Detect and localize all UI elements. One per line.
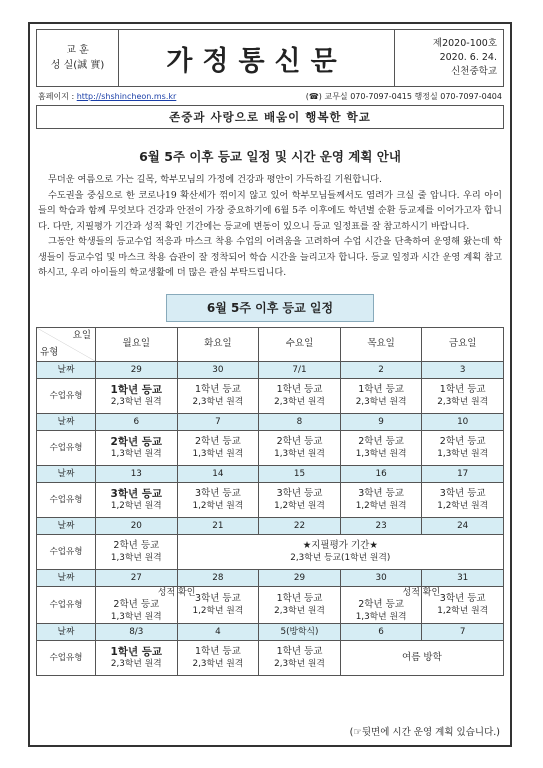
- cell-primary: 2학년 등교: [276, 435, 323, 447]
- schedule-cell: [422, 378, 504, 413]
- date-label: 날짜: [37, 465, 96, 482]
- date-cell: 9: [340, 413, 422, 430]
- date-cell: 8/3: [96, 623, 178, 640]
- cell-secondary: 2,3학년 원격: [110, 658, 162, 669]
- issue-info: [395, 30, 503, 86]
- motto-text: 성 실(誠 實): [50, 60, 105, 71]
- date-cell: 6: [340, 623, 422, 640]
- cell-secondary: 2,3학년 원격: [110, 396, 162, 407]
- schedule-cell: [96, 586, 196, 623]
- date-cell: 7: [422, 623, 504, 640]
- cell-primary: 2학년 등교: [195, 435, 241, 447]
- date-cell: 24: [422, 517, 504, 534]
- schedule-cell: [177, 482, 259, 517]
- cell-primary: 1학년 등교: [195, 645, 241, 657]
- cell-primary: 3학년 등교: [358, 487, 404, 499]
- date-cell: 17: [422, 465, 504, 482]
- schedule-cell: [96, 482, 178, 517]
- cell-secondary: 1,3학년 원격: [110, 611, 162, 622]
- cell-primary: 1학년 등교: [110, 645, 163, 658]
- cell-secondary: 1,3학년 원격: [355, 448, 407, 459]
- weekday-header: 금요일: [422, 327, 504, 361]
- schedule-title: 6월 5주 이후 등교 일정: [166, 294, 374, 322]
- cell-secondary: 2,3학년 원격: [192, 396, 244, 407]
- schedule-cell: [96, 534, 178, 569]
- date-cell: 29: [96, 361, 178, 378]
- cell-secondary: 1,3학년 원격: [274, 448, 325, 459]
- school-motto: [37, 30, 119, 86]
- date-cell: 23: [340, 517, 422, 534]
- cell-secondary: 1,2학년 원격: [110, 500, 162, 511]
- cell-primary: 3학년 등교: [439, 592, 486, 604]
- schedule-cell: [259, 430, 341, 465]
- schedule-cell: [177, 378, 259, 413]
- cell-primary: 3학년 등교: [276, 487, 323, 499]
- schedule-cell: [259, 482, 341, 517]
- weekday-header: 월요일: [96, 327, 178, 361]
- date-cell: 30: [177, 361, 259, 378]
- motto-label: 교 훈: [66, 45, 89, 56]
- cell-primary: 1학년 등교: [276, 592, 323, 604]
- date-cell: 7: [177, 413, 259, 430]
- date-cell: 31: [422, 569, 504, 586]
- homepage: 홈페이지 : http://shshincheon.ms.kr: [38, 92, 177, 101]
- date-cell: 5(방학식): [259, 623, 341, 640]
- cell-primary: ★지필평가 기간★: [302, 539, 378, 551]
- type-row: [37, 482, 504, 517]
- date-row: [37, 465, 504, 482]
- cell-primary: 3학년 등교: [195, 592, 241, 604]
- date-cell: 16: [340, 465, 422, 482]
- date-cell: 15: [259, 465, 341, 482]
- article-title: 6월 5주 이후 등교 일정 및 시간 운영 계획 안내: [139, 149, 401, 164]
- schedule-cell: [340, 586, 441, 623]
- masthead: [36, 29, 504, 87]
- schedule-cell: [340, 640, 503, 675]
- cell-secondary: 1,2학년 원격: [355, 500, 407, 511]
- schedule-cell: [259, 640, 341, 675]
- cell-secondary: 2,3학년 원격: [437, 396, 489, 407]
- date-label: 날짜: [37, 623, 96, 640]
- type-label: 수업유형: [37, 482, 96, 517]
- date-cell: 30: [340, 569, 422, 586]
- paragraph: 수도권을 중심으로 한 코로나19 확산세가 꺾이지 않고 있어 학부모님들께서도 염려가 크실 줄 압니다. 우리 아이들의 학습과 함께 무엇보다 건강과 안전이 가장 중요하기에 6월 5주 이후에도 학년별 순환 등교제를 이어가고자 합니다. 다만, 지필평가 기간과 성적 확인 기간에는 등교에 변동이 있으니 등교 일정표를 잘 참고하시기 바랍니다.: [38, 189, 502, 232]
- date-row: [37, 413, 504, 430]
- date-cell: 28: [177, 569, 259, 586]
- date-cell: 22: [259, 517, 341, 534]
- schedule-cell: [177, 430, 259, 465]
- date-cell: 27: [96, 569, 178, 586]
- schedule-cell: [340, 430, 422, 465]
- cell-primary: 2학년 등교: [110, 435, 163, 448]
- newsletter-page: [28, 22, 512, 747]
- date-row: [37, 623, 504, 640]
- cell-primary: 여름 방학: [402, 651, 442, 663]
- school-name: 신천중학교: [451, 66, 497, 77]
- group-label: 성적 확인: [157, 587, 196, 598]
- cell-secondary: 1,3학년 원격: [437, 448, 489, 459]
- cell-primary: 1학년 등교: [110, 383, 163, 396]
- cell-primary: 1학년 등교: [195, 383, 241, 395]
- schedule-cell: [96, 640, 178, 675]
- date-cell: 10: [422, 413, 504, 430]
- cell-secondary: 2,3학년 등교(1학년 원격): [290, 552, 391, 563]
- date-cell: 6: [96, 413, 178, 430]
- cell-secondary: 1,3학년 원격: [355, 611, 407, 622]
- corner-type-label: 유형: [40, 346, 59, 358]
- date-label: 날짜: [37, 569, 96, 586]
- date-cell: 3: [422, 361, 504, 378]
- cell-secondary: 1,2학년 원격: [274, 500, 325, 511]
- group-label: 성적 확인: [402, 587, 441, 598]
- cell-primary: 2학년 등교: [358, 435, 404, 447]
- cell-primary: 3학년 등교: [439, 487, 486, 499]
- type-row: [37, 430, 504, 465]
- cell-secondary: 2,3학년 원격: [355, 396, 407, 407]
- date-row: [37, 569, 504, 586]
- date-label: 날짜: [37, 517, 96, 534]
- cell-primary: 1학년 등교: [358, 383, 404, 395]
- schedule-cell: [96, 378, 178, 413]
- date-cell: 14: [177, 465, 259, 482]
- date-cell: 4: [177, 623, 259, 640]
- schedule-cell: [422, 430, 504, 465]
- phone-numbers: (☎) 교무실 070-7097-0415 행정실 070-7097-0404: [305, 92, 502, 101]
- paragraph: 무더운 여름으로 가는 길목, 학부모님의 가정에 건강과 평안이 가득하길 기원합니다.: [48, 174, 382, 185]
- type-row: [37, 378, 504, 413]
- type-label: 수업유형: [37, 640, 96, 675]
- corner-cell: [37, 327, 96, 361]
- date-cell: 21: [177, 517, 259, 534]
- schedule-table: [36, 327, 504, 676]
- cell-primary: 2학년 등교: [439, 435, 486, 447]
- cell-secondary: 1,2학년 원격: [437, 500, 489, 511]
- schedule-cell: [177, 534, 503, 569]
- weekday-header: 수요일: [259, 327, 341, 361]
- type-label: 수업유형: [37, 378, 96, 413]
- type-row: [37, 534, 504, 569]
- type-label: 수업유형: [37, 430, 96, 465]
- cell-secondary: 1,3학년 원격: [110, 552, 162, 563]
- schedule-cell: [96, 430, 178, 465]
- cell-secondary: 1,3학년 원격: [192, 448, 244, 459]
- cell-secondary: 1,2학년 원격: [192, 605, 244, 616]
- weekday-header: 목요일: [340, 327, 422, 361]
- date-cell: 7/1: [259, 361, 341, 378]
- date-label: 날짜: [37, 361, 96, 378]
- cell-primary: 3학년 등교: [110, 487, 163, 500]
- date-cell: 2: [340, 361, 422, 378]
- cell-primary: 1학년 등교: [276, 645, 323, 657]
- cell-primary: 1학년 등교: [276, 383, 323, 395]
- date-cell: 20: [96, 517, 178, 534]
- schedule-header-row: [37, 327, 504, 361]
- schedule-cell: [259, 378, 341, 413]
- school-slogan: 존중과 사랑으로 배움이 행복한 학교: [36, 105, 504, 129]
- newsletter-title: 가정통신문: [119, 30, 395, 86]
- schedule-cell: [422, 482, 504, 517]
- cell-primary: 2학년 등교: [113, 539, 160, 551]
- date-label: 날짜: [37, 413, 96, 430]
- cell-secondary: 2,3학년 원격: [274, 605, 325, 616]
- cell-primary: 3학년 등교: [195, 487, 241, 499]
- footnote: (☞뒷면에 시간 운영 계획 있습니다.): [349, 727, 500, 738]
- cell-secondary: 2,3학년 원격: [274, 658, 325, 669]
- date-row: [37, 361, 504, 378]
- date-cell: 8: [259, 413, 341, 430]
- cell-secondary: 1,2학년 원격: [437, 605, 489, 616]
- date-cell: 13: [96, 465, 178, 482]
- schedule-cell: [340, 378, 422, 413]
- issue-date: 2020. 6. 24.: [439, 52, 497, 63]
- type-row: [37, 586, 504, 623]
- homepage-link[interactable]: http://shshincheon.ms.kr: [76, 92, 177, 101]
- schedule-cell: [259, 586, 341, 623]
- type-row: [37, 640, 504, 675]
- cell-primary: 2학년 등교: [358, 598, 404, 610]
- cell-primary: 1학년 등교: [439, 383, 486, 395]
- weekday-header: 화요일: [177, 327, 259, 361]
- cell-secondary: 1,3학년 원격: [110, 448, 162, 459]
- contact-bar: [36, 91, 504, 102]
- type-label: 수업유형: [37, 586, 96, 623]
- paragraph: 그동안 학생들의 등교수업 적응과 마스크 착용 수업의 어려움을 고려하여 수업 시간을 단축하여 운영해 왔는데 학생들이 등교수업 및 마스크 착용 습관이 잘 정착되어 학습 시간을 늘리고자 합니다. 등교 일정과 시간 운영 계획 참고하시고, 우리 아이들의 학교생활에 더 많은 관심 부탁드립니다.: [38, 236, 502, 278]
- corner-day-label: 요일: [72, 329, 91, 341]
- issue-number: 제2020-100호: [432, 38, 497, 49]
- date-cell: 29: [259, 569, 341, 586]
- article-body: [36, 172, 504, 281]
- cell-secondary: 2,3학년 원격: [192, 658, 244, 669]
- cell-secondary: 2,3학년 원격: [274, 396, 325, 407]
- cell-primary: 2학년 등교: [113, 598, 160, 610]
- schedule-cell: [340, 482, 422, 517]
- type-label: 수업유형: [37, 534, 96, 569]
- cell-secondary: 1,2학년 원격: [192, 500, 244, 511]
- date-row: [37, 517, 504, 534]
- schedule-cell: [177, 640, 259, 675]
